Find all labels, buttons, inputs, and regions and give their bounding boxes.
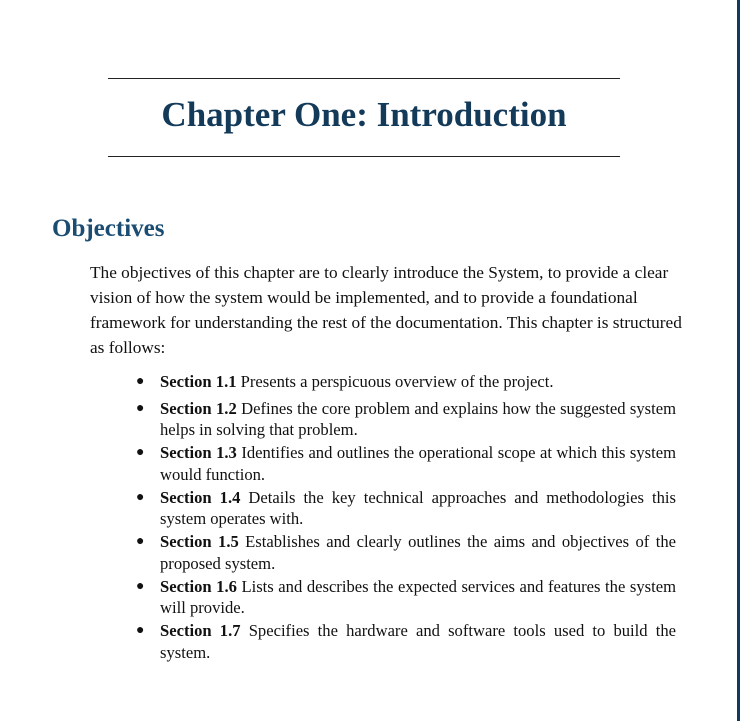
title-rule-top: [108, 78, 620, 79]
bullet-icon: ●: [136, 400, 145, 416]
title-rule-bottom: [108, 156, 620, 157]
intro-paragraph: The objectives of this chapter are to clearly introduce the System, to provide a clear vision of how the system would be implemented, and to provide a foundational framework for understanding the rest of the documentation. This chapter is structured as follows:: [90, 263, 682, 357]
section-list: [136, 371, 677, 665]
section-description: Defines the core problem and explains how the suggested system helps in solving that problem.: [160, 398, 676, 439]
bullet-icon: ●: [136, 578, 145, 594]
list-item: [136, 398, 676, 441]
section-description: Details the key technical approaches and methodologies this system operates with.: [160, 487, 676, 528]
bullet-icon: ●: [136, 534, 145, 549]
section-ref: Section 1.3: [160, 443, 237, 462]
chapter-title: Chapter One: Introduction: [161, 95, 567, 134]
section-ref: Section 1.7: [160, 621, 241, 640]
bullet-icon: ●: [136, 445, 145, 460]
section-description: Identifies and outlines the operational scope at which this system would function.: [160, 443, 676, 484]
bullet-icon: ●: [136, 374, 145, 389]
bullet-icon: ●: [136, 489, 145, 505]
objectives-heading: Objectives: [52, 215, 165, 242]
section-ref: Section 1.6: [160, 576, 237, 596]
section-ref: Section 1.5: [160, 532, 239, 551]
section-description: Presents a perspicuous overview of the project.: [236, 372, 554, 391]
list-item: [136, 371, 676, 393]
section-ref: Section 1.2: [160, 398, 237, 418]
bullet-icon: ●: [136, 623, 145, 638]
list-item: [136, 576, 676, 619]
list-item: [136, 487, 676, 530]
page-border: [737, 0, 740, 721]
section-ref: Section 1.1: [160, 372, 237, 391]
section-ref: Section 1.4: [160, 487, 241, 507]
list-item: [136, 620, 677, 663]
list-item: [136, 531, 676, 574]
section-description: Establishes and clearly outlines the aims and objectives of the proposed system.: [160, 532, 676, 573]
section-description: Lists and describes the expected services and features the system will provide.: [160, 576, 676, 617]
section-description: Specifies the hardware and software tools used to build the system.: [160, 621, 677, 662]
list-item: [136, 442, 676, 485]
